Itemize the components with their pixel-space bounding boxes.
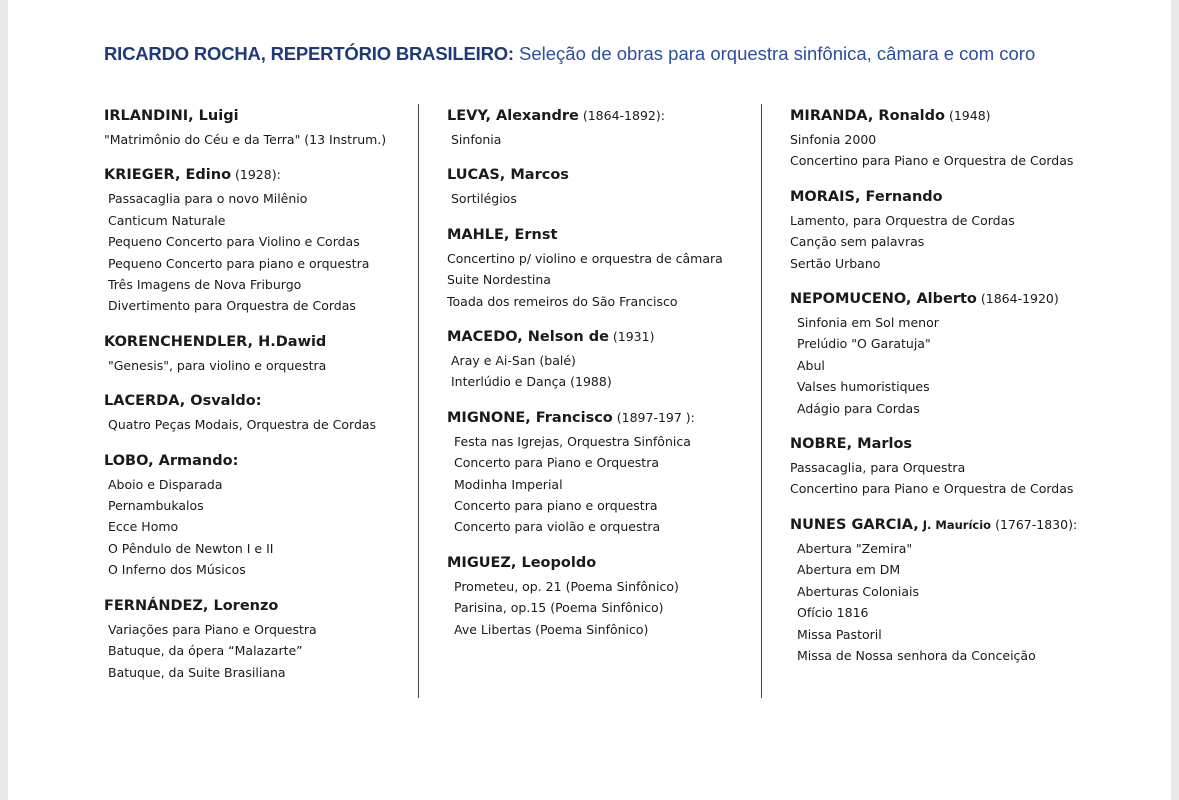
- composer-name: LUCAS, Marcos: [447, 167, 569, 184]
- work-title: Missa Pastoril: [797, 626, 882, 642]
- work-title: Concertino para Piano e Orquestra de Cordas: [790, 153, 1074, 169]
- composer-name-line: [104, 596, 434, 616]
- composer-dates: (1948): [944, 108, 991, 123]
- work-title: Abertura "Zemira": [797, 540, 913, 556]
- work-title: Prometeu, op. 21 (Poema Sinfônico): [454, 578, 679, 594]
- composer-name-line: [790, 515, 1120, 535]
- composer-name: MAHLE, Ernst: [447, 226, 558, 243]
- work-title: Ecce Homo: [108, 519, 179, 535]
- work-title: Canticum Naturale: [108, 212, 226, 228]
- composer-name-line: [790, 187, 1120, 207]
- composer-entry: [790, 434, 1120, 500]
- work-title: Concertino para Piano e Orquestra de Cordas: [790, 481, 1074, 497]
- work-title: Passacaglia para o novo Milênio: [108, 191, 308, 207]
- composer-name-line: [447, 408, 777, 428]
- composer-entry: [447, 327, 777, 393]
- composer-entry: [790, 289, 1120, 419]
- work-title: "Genesis", para violino e orquestra: [108, 357, 327, 373]
- work-title: Concerto para Piano e Orquestra: [454, 455, 660, 471]
- composer-name-line: [104, 332, 434, 352]
- composer-name: NUNES GARCIA,: [790, 516, 919, 533]
- composer-dates: (1931): [608, 329, 655, 345]
- composer-column-1: [104, 106, 434, 698]
- composer-column-2: [447, 106, 777, 655]
- work-title: Festa nas Igrejas, Orquestra Sinfônica: [454, 433, 691, 449]
- work-title: Sortilégios: [451, 191, 517, 207]
- composer-column-3: [790, 106, 1120, 681]
- work-title: Sinfonia em Sol menor: [797, 315, 939, 331]
- work-title: Valses humoristiques: [797, 379, 930, 395]
- composer-entry: [790, 187, 1120, 274]
- composer-name-line: [447, 553, 777, 573]
- composer-entry: [104, 332, 434, 376]
- composer-name-line: [104, 106, 434, 126]
- composer-entry: [447, 165, 777, 209]
- work-title: Adágio para Cordas: [797, 400, 920, 416]
- composer-dates: (1928):: [231, 167, 281, 183]
- work-title: Missa de Nossa senhora da Conceição: [797, 647, 1036, 663]
- work-title: Pequeno Concerto para piano e orquestra: [108, 255, 370, 271]
- document-page: [8, 0, 1171, 800]
- composer-name: MACEDO, Nelson de: [447, 329, 609, 346]
- composer-name: NEPOMUCENO, Alberto: [790, 291, 977, 308]
- work-title: Variações para Piano e Orquestra: [108, 621, 317, 637]
- composer-name-suffix: J. Maurício: [918, 517, 992, 532]
- work-title: O Pêndulo de Newton I e II: [108, 540, 274, 556]
- work-title: Ofício 1816: [797, 605, 869, 621]
- work-title: Concerto para piano e orquestra: [454, 498, 658, 514]
- composer-name-line: [447, 106, 777, 126]
- composer-name: LACERDA, Osvaldo:: [104, 393, 262, 410]
- composer-entry: [447, 553, 777, 640]
- composer-entry: [447, 408, 777, 538]
- work-title: Aray e Ai-San (balé): [451, 353, 576, 369]
- work-title: Concertino p/ violino e orquestra de câmara: [447, 250, 723, 266]
- work-title: Sinfonia: [451, 132, 502, 147]
- composer-name-line: [104, 391, 434, 411]
- work-title: Prelúdio "O Garatuja": [797, 336, 931, 352]
- composer-dates: (1767-1830):: [991, 516, 1078, 532]
- composer-entry: [447, 225, 777, 312]
- composer-name: MIGUEZ, Leopoldo: [447, 554, 597, 571]
- work-title: Pernambukalos: [108, 498, 204, 514]
- composer-name: LOBO, Armando:: [104, 452, 239, 469]
- work-title: Sertão Urbano: [790, 255, 881, 271]
- composer-name: MIRANDA, Ronaldo: [790, 108, 945, 124]
- work-title: Abertura em DM: [797, 562, 901, 578]
- work-title: Lamento, para Orquestra de Cordas: [790, 212, 1015, 228]
- work-title: Ave Libertas (Poema Sinfônico): [454, 621, 649, 637]
- composer-entry: [790, 515, 1120, 666]
- composer-name: FERNÁNDEZ, Lorenzo: [104, 597, 279, 614]
- work-title: Canção sem palavras: [790, 234, 925, 250]
- composer-name: IRLANDINI, Luigi: [104, 108, 239, 124]
- work-title: Sinfonia 2000: [790, 132, 877, 147]
- work-title: Interlúdio e Dança (1988): [451, 374, 612, 390]
- composer-dates: (1864-1920): [976, 291, 1059, 307]
- work-title: Quatro Peças Modais, Orquestra de Cordas: [108, 417, 377, 433]
- composer-name-line: [104, 165, 434, 185]
- composer-entry: [790, 106, 1120, 172]
- work-title: O Inferno dos Músicos: [108, 562, 246, 578]
- composer-name: NOBRE, Marlos: [790, 436, 913, 453]
- composer-entry: [447, 106, 777, 150]
- work-title: Concerto para violão e orquestra: [454, 519, 661, 535]
- composer-entry: [104, 596, 434, 683]
- composer-name-line: [790, 289, 1120, 309]
- composer-name: MORAIS, Fernando: [790, 188, 943, 205]
- composer-name-line: [790, 434, 1120, 454]
- work-title: Divertimento para Orquestra de Cordas: [108, 298, 356, 314]
- work-title: Pequeno Concerto para Violino e Cordas: [108, 234, 360, 250]
- work-title: Suite Nordestina: [447, 272, 551, 288]
- work-title: Modinha Imperial: [454, 476, 563, 492]
- composer-name: MIGNONE, Francisco: [447, 409, 613, 426]
- composer-name-line: [790, 106, 1120, 126]
- composer-name-line: [447, 327, 777, 347]
- work-title: Aboio e Disparada: [108, 476, 223, 492]
- work-title: Aberturas Coloniais: [797, 583, 919, 599]
- composer-name: LEVY, Alexandre: [447, 108, 579, 124]
- title-bold: RICARDO ROCHA, REPERTÓRIO BRASILEIRO:: [104, 43, 514, 64]
- composer-name-line: [447, 165, 777, 185]
- work-title: Três Imagens de Nova Friburgo: [108, 277, 302, 293]
- work-title: Toada dos remeiros do São Francisco: [447, 293, 678, 309]
- work-title: Abul: [797, 357, 825, 373]
- work-title: Batuque, da ópera “Malazarte”: [108, 643, 303, 659]
- composer-name-line: [104, 451, 434, 471]
- title-subtitle: Seleção de obras para orquestra sinfônica, câmara e com coro: [513, 43, 1036, 64]
- composer-entry: [104, 451, 434, 581]
- composer-name: KRIEGER, Edino: [104, 167, 232, 184]
- work-title: Passacaglia, para Orquestra: [790, 460, 966, 476]
- composer-entry: [104, 106, 434, 150]
- composer-dates: (1864-1892):: [578, 108, 665, 123]
- work-title: "Matrimônio do Céu e da Terra" (13 Instrum.): [104, 132, 387, 147]
- work-title: Batuque, da Suite Brasiliana: [108, 664, 286, 680]
- page-title: [104, 43, 1154, 65]
- composer-entry: [104, 391, 434, 435]
- composer-name-line: [447, 225, 777, 245]
- composer-dates: (1897-197 ):: [612, 409, 695, 425]
- composer-entry: [104, 165, 434, 316]
- work-title: Parisina, op.15 (Poema Sinfônico): [454, 600, 664, 616]
- composer-name: KORENCHENDLER, H.Dawid: [104, 333, 327, 350]
